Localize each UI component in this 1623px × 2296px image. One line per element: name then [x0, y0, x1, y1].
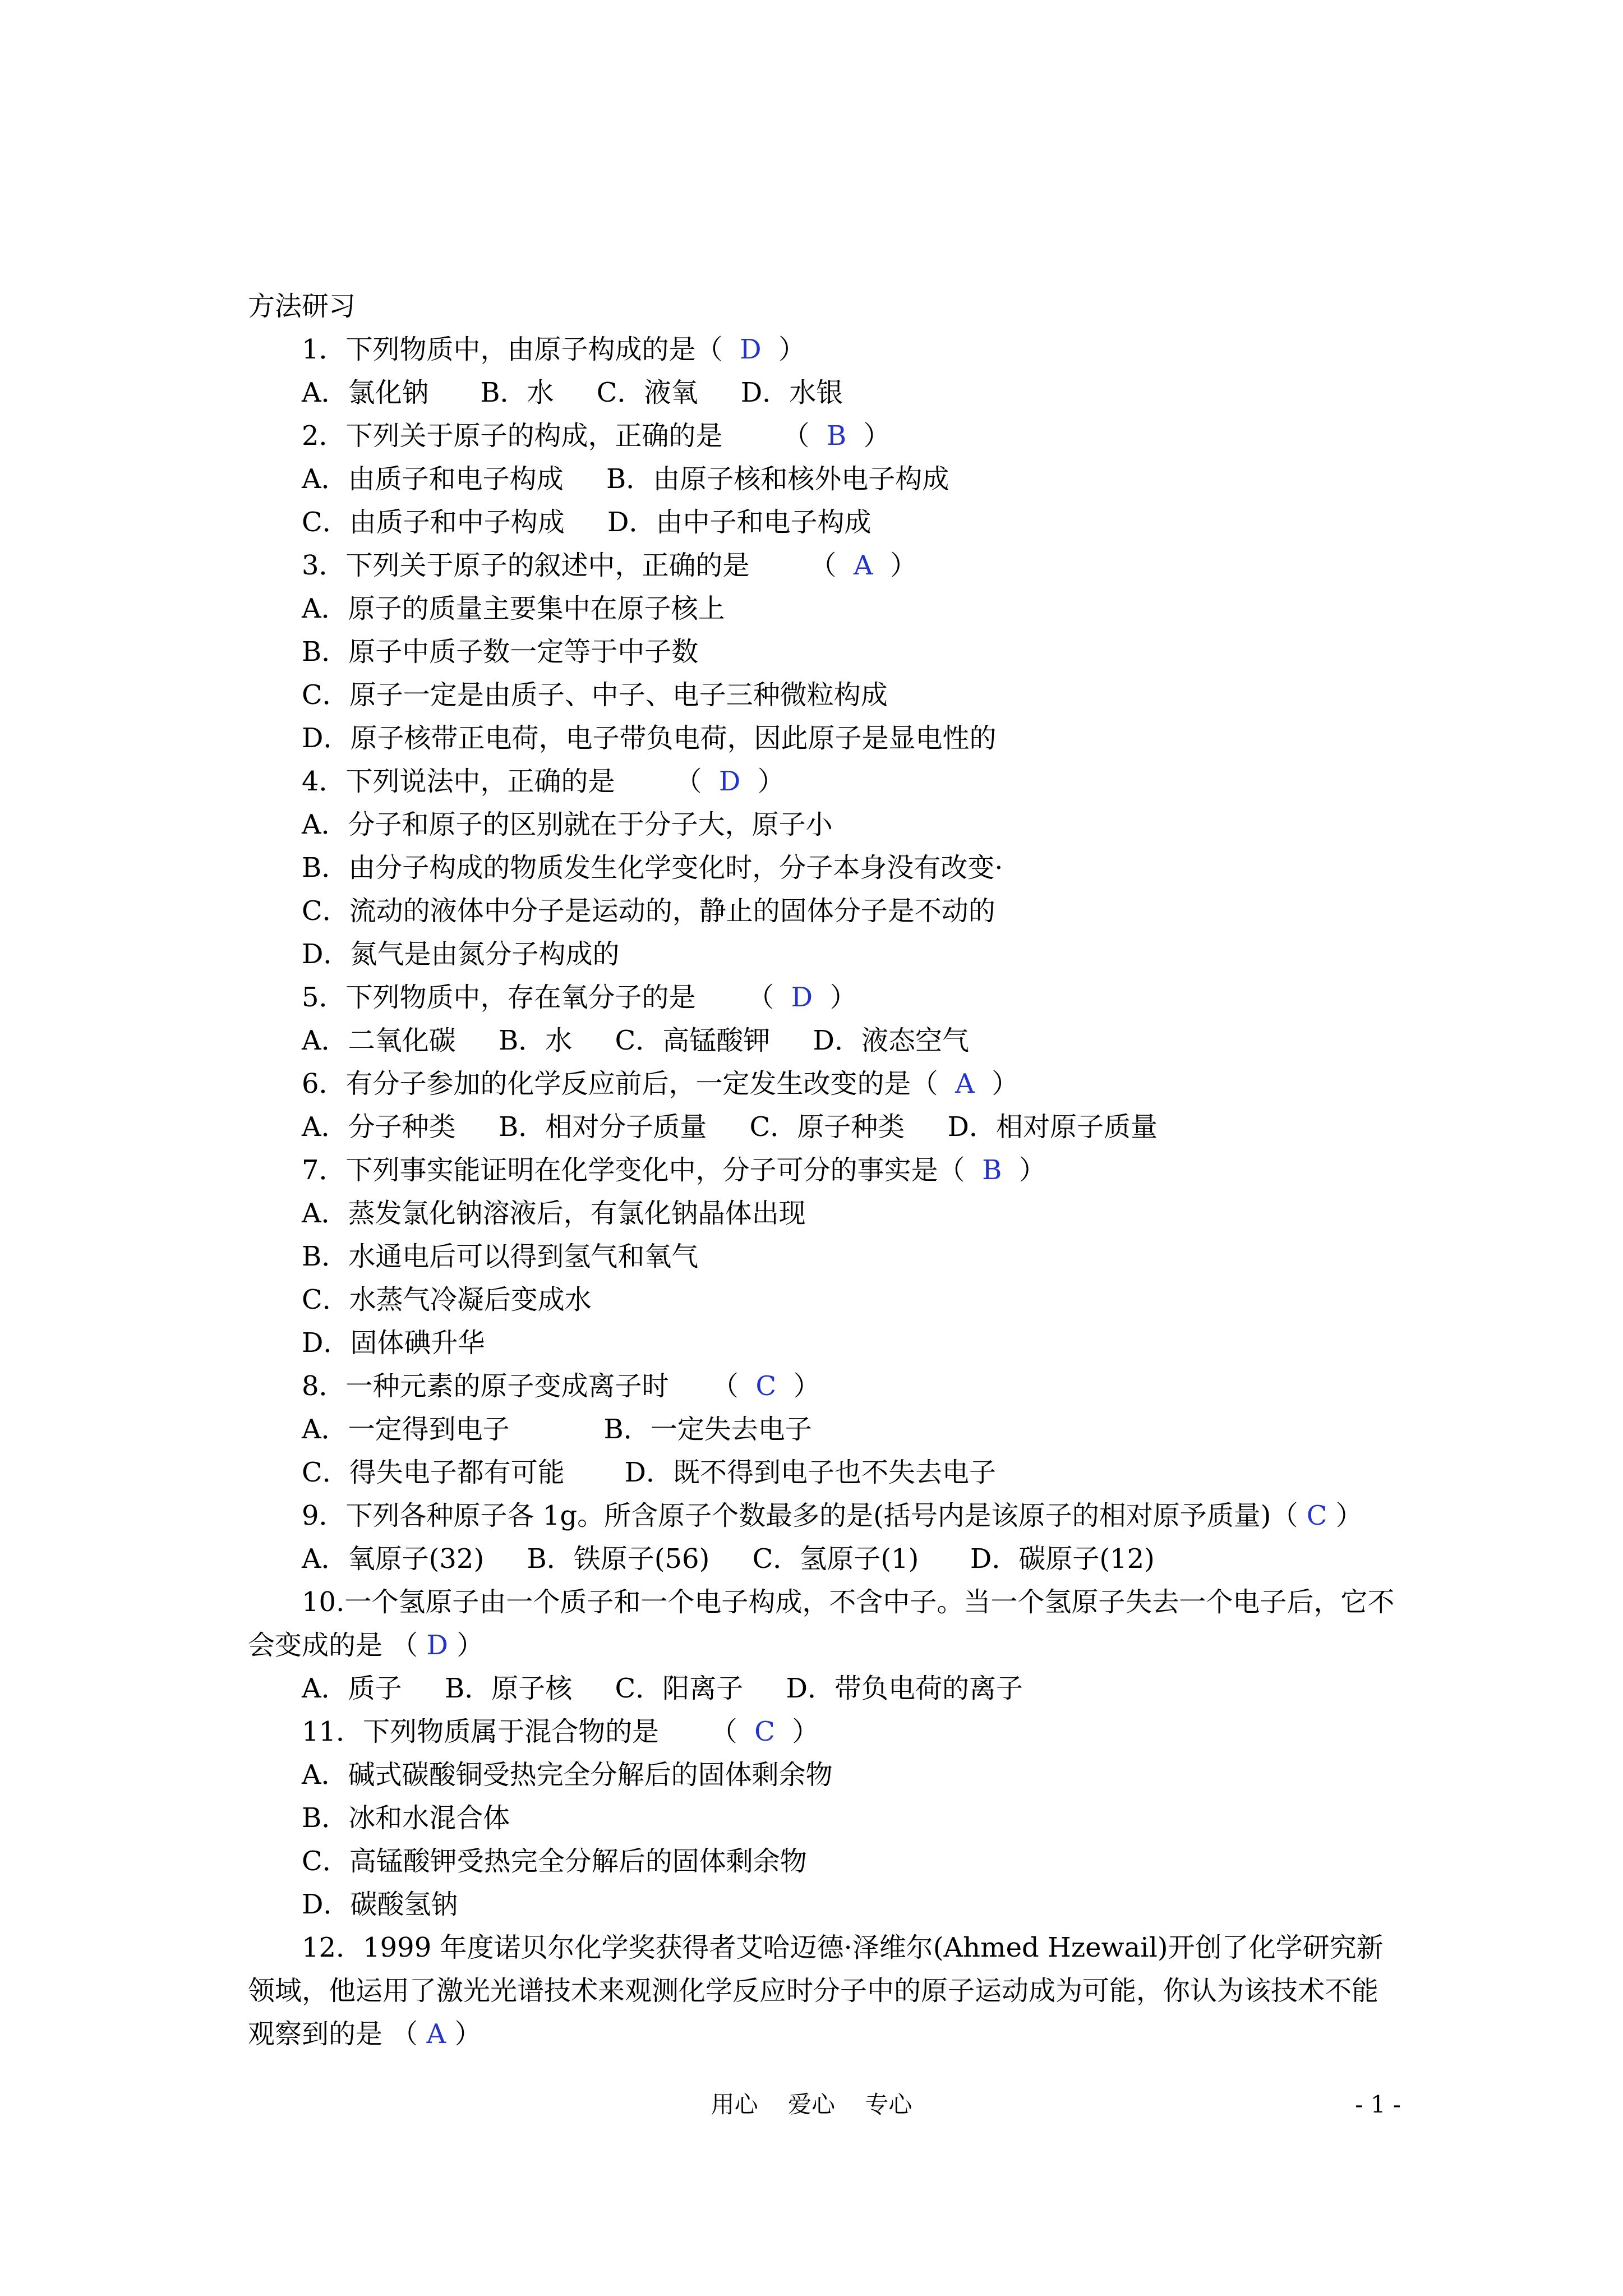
answer-key: D [426, 1630, 449, 1661]
question [248, 328, 1398, 371]
answer-options: B．原子中质子数一定等于中子数 [302, 636, 699, 668]
answer-key: A [853, 550, 873, 581]
question-bracket-close: ） [774, 1716, 819, 1747]
question [248, 1365, 1398, 1408]
section-title: 方法研习 [248, 291, 356, 322]
answer-options: A．氧原子(32) B．铁原子(56) C．氢原子(1) D．碳原子(12) [302, 1543, 1155, 1575]
question [248, 415, 1398, 458]
answer-key: C [754, 1716, 775, 1747]
answer-options: A．二氧化碳 B．水 C．高锰酸钾 D．液态空气 [302, 1025, 970, 1056]
question-bracket-close: ） [776, 1370, 820, 1402]
question-text: 8．一种元素的原子变成离子时 （ [302, 1370, 756, 1402]
answer-options: A．一定得到电子 B．一定失去电子 [302, 1414, 812, 1445]
answer-options: A．质子 B．原子核 C．阳离子 D．带负电荷的离子 [302, 1673, 1023, 1704]
question-text: 6．有分子参加的化学反应前后，一定发生改变的是（ [302, 1068, 956, 1099]
question-bracket-close: ） [448, 1630, 484, 1661]
question [248, 976, 1398, 1019]
question-text: 5．下列物质中，存在氧分子的是 （ [302, 982, 791, 1013]
question-text: 1．下列物质中，由原子构成的是（ [302, 334, 740, 365]
answer-options: A．碱式碳酸铜受热完全分解后的固体剩余物 [302, 1759, 833, 1791]
question-text: 11．下列物质属于混合物的是 （ [302, 1716, 755, 1747]
answer-options: D．氮气是由氮分子构成的 [302, 938, 620, 970]
answer-options: D．固体碘升华 [302, 1327, 485, 1359]
question-bracket-close: ） [740, 766, 785, 797]
answer-options: C．水蒸气冷凝后变成水 [302, 1284, 592, 1315]
footer-motto: 用心 爱心 专心 [711, 2091, 912, 2118]
question [248, 544, 1398, 587]
question-bracket-close: ） [974, 1068, 1019, 1099]
answer-options: A．分子和原子的区别就在于分子大，原子小 [302, 809, 833, 840]
answer-options: A．分子种类 B．相对分子质量 C．原子种类 D．相对原子质量 [302, 1111, 1158, 1143]
question-bracket-close: ） [873, 550, 917, 581]
answer-key: B [826, 420, 847, 452]
question [248, 1149, 1398, 1192]
question-text: 2．下列关于原子的构成，正确的是 （ [302, 420, 827, 452]
answer-key: D [718, 766, 741, 797]
question [248, 1494, 1398, 1538]
answer-options: B．由分子构成的物质发生化学变化时，分子本身没有改变· [302, 852, 1003, 884]
question [248, 1581, 1398, 1667]
question [248, 1710, 1398, 1754]
question-bracket-close: ） [761, 334, 806, 365]
question-text: 7．下列事实能证明在化学变化中，分子可分的事实是（ [302, 1154, 983, 1186]
answer-options: C．由质子和中子构成 D．由中子和电子构成 [302, 507, 872, 538]
answer-key: C [1306, 1500, 1327, 1531]
question [248, 1062, 1398, 1106]
answer-key: B [982, 1154, 1002, 1186]
answer-key: C [755, 1370, 777, 1402]
answer-options: D．碳酸氢钠 [302, 1889, 458, 1920]
answer-options: A．由质子和电子构成 B．由原子核和核外电子构成 [302, 463, 949, 495]
answer-options: B．水通电后可以得到氢气和氧气 [302, 1241, 699, 1272]
answer-options: C．原子一定是由质子、中子、电子三种微粒构成 [302, 679, 888, 711]
answer-options: C．得失电子都有可能 D．既不得到电子也不失去电子 [302, 1457, 997, 1488]
answer-options: A．蒸发氯化钠溶液后，有氯化钠晶体出现 [302, 1198, 806, 1229]
answer-options: A．原子的质量主要集中在原子核上 [302, 593, 725, 624]
question-text: 12．1999 年度诺贝尔化学奖获得者艾哈迈德·泽维尔(Ahmed Hzewail)开创了化学研究新领域，他运用了激光光谱技术来观测化学反应时分子中的原子运动成为可能，你认为该技术不能观察到的是 （ [248, 1932, 1384, 2050]
question-text: 9．下列各种原子各 1g。所含原子个数最多的是(括号内是该原子的相对原予质量)（ [302, 1500, 1307, 1531]
question-bracket-close: ） [1327, 1500, 1363, 1531]
question-text: 4．下列说法中，正确的是 （ [302, 766, 719, 797]
question-text: 3．下列关于原子的叙述中，正确的是 （ [302, 550, 854, 581]
answer-options: A．氯化钠 B．水 C．液氧 D．水银 [302, 377, 843, 408]
answer-key: D [740, 334, 762, 365]
answer-options: D．原子核带正电荷，电子带负电荷，因此原子是显电性的 [302, 723, 997, 754]
answer-options: C．高锰酸钾受热完全分解后的固体剩余物 [302, 1846, 807, 1877]
answer-key: A [955, 1068, 975, 1099]
question-text: 10.一个氢原子由一个质子和一个电子构成，不含中子。当一个氢原子失去一个电子后，它不会变成的是 （ [248, 1586, 1395, 1661]
question-bracket-close: ） [1002, 1154, 1046, 1186]
answer-options: C．流动的液体中分子是运动的，静止的固体分子是不动的 [302, 895, 995, 927]
question [248, 1926, 1398, 2056]
question-bracket-close: ） [813, 982, 857, 1013]
answer-key: D [791, 982, 813, 1013]
question [248, 760, 1398, 803]
question-bracket-close: ） [446, 2018, 482, 2050]
page-number: - 1 - [1355, 2091, 1401, 2118]
page-content [248, 285, 1398, 2056]
answer-key: A [426, 2018, 446, 2050]
question-list [248, 328, 1398, 2056]
question-bracket-close: ） [846, 420, 891, 452]
answer-options: B．冰和水混合体 [302, 1802, 510, 1834]
